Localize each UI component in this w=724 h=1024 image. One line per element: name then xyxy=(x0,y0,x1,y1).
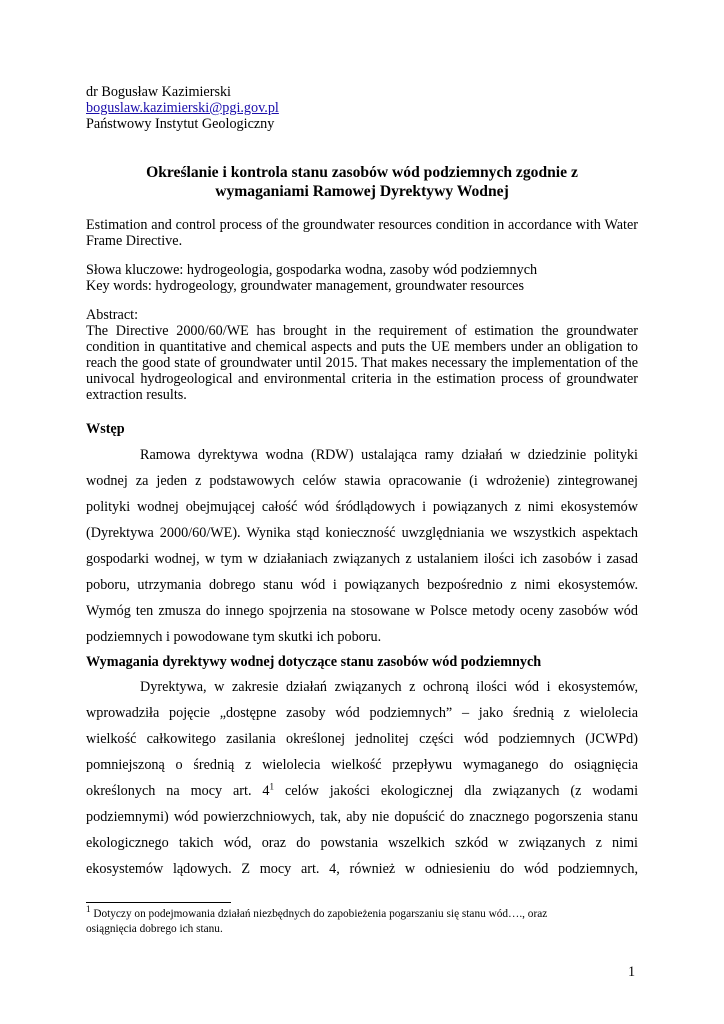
keywords-en: Key words: hydrogeology, groundwater management, groundwater resources xyxy=(86,278,524,294)
body-line: polityki wodnej obejmującej całość wód śródlądowych i powiązanych z nimi ekosystemów xyxy=(86,499,638,515)
body-line: Ramowa dyrektywa wodna (RDW) ustalająca ramy działań w dziedzinie polityki xyxy=(140,447,638,463)
section-wstep-text xyxy=(86,442,638,650)
footnote xyxy=(86,904,646,937)
footnote-line-1: Dotyczy on podejmowania działań niezbędnych do zapobieżenia pogarszaniu się stanu wód…., oraz xyxy=(90,908,548,920)
footnote-reference[interactable]: 1 xyxy=(269,781,275,792)
body-line: ekologicznego takich wód, oraz do powstania wszelkich szkód w związanych z nimi xyxy=(86,835,638,851)
body-line: wielkość całkowitego zasilania określonej jednolitej części wód podziemnych (JCWPd) xyxy=(86,731,638,747)
body-line: wodnej za jeden z podstawowych celów stawia opracowanie (i wdrożenie) zintegrowanej xyxy=(86,473,638,489)
body-line: podziemnych i powodowane tym skutki ich poboru. xyxy=(86,629,382,645)
abstract-text: The Directive 2000/60/WE has brought in the requirement of estimation the groundwater condition in quantitative and chemical aspects and puts the UE members under an obligation to reach the good state of groundwater until 2015. That makes necessary the implementation of the univocal hydrogeological and environmental criteria in the estimation process of groundwater extraction results. xyxy=(86,323,638,403)
title-line-1: Określanie i kontrola stanu zasobów wód podziemnych zgodnie z xyxy=(146,164,578,181)
section-heading-wymagania: Wymagania dyrektywy wodnej dotyczące stanu zasobów wód podziemnych xyxy=(86,654,542,670)
body-line: Dyrektywa, w zakresie działań związanych z ochroną ilości wód i ekosystemów, xyxy=(140,679,638,695)
body-line: podziemnymi) wód powierzchniowych, tak, aby nie dopuścić do znacznego pogorszenia stanu xyxy=(86,809,638,825)
author-block xyxy=(86,84,638,132)
body-line: (Dyrektywa 2000/60/WE). Wynika stąd konieczność uwzględniania we wszystkich aspektach xyxy=(86,525,638,541)
author-name: dr Bogusław Kazimierski xyxy=(86,84,231,100)
section-wymagania-text xyxy=(86,674,638,882)
body-line-part: określonych na mocy art. 4 xyxy=(86,783,270,799)
keywords-pl: Słowa kluczowe: hydrogeologia, gospodarka wodna, zasoby wód podziemnych xyxy=(86,262,538,278)
paper-title xyxy=(86,163,638,201)
keywords-block xyxy=(86,262,638,294)
body-line: gospodarki wodnej, w tym w działaniach związanych z ustalaniem ilości ich zasobów i zasad xyxy=(86,551,638,567)
document-page xyxy=(86,84,638,882)
section-heading-wstep: Wstęp xyxy=(86,421,125,437)
abstract-block xyxy=(86,307,638,403)
body-line: Wymóg ten zmusza do innego spojrzenia na stosowane w Polsce metody oceny zasobów wód xyxy=(86,603,638,619)
body-line: wprowadziła pojęcie „dostępne zasoby wód podziemnych” – jako średnią z wielolecia xyxy=(86,705,638,721)
title-line-2: wymaganiami Ramowej Dyrektywy Wodnej xyxy=(215,183,509,200)
body-line: pomniejszoną o średnią z wielolecia wielkość przepływu wymaganego do osiągnięcia xyxy=(86,757,638,773)
body-line-with-footnote xyxy=(86,778,638,804)
body-line-part: celów jakości ekologicznej dla związanych (z wodami xyxy=(274,783,639,799)
page-number: 1 xyxy=(628,964,636,980)
english-title: Estimation and control process of the groundwater resources condition in accordance with Water Frame Directive. xyxy=(86,217,638,249)
footnote-separator xyxy=(86,902,231,903)
author-institution: Państwowy Instytut Geologiczny xyxy=(86,116,275,132)
footnote-line-2: osiągnięcia dobrego ich stanu. xyxy=(86,923,223,935)
body-line: poboru, utrzymania dobrego stanu wód i powiązanych bezpośrednio z nimi ekosystemów. xyxy=(86,577,638,593)
author-email-link[interactable]: boguslaw.kazimierski@pgi.gov.pl xyxy=(86,100,279,116)
abstract-label: Abstract: xyxy=(86,307,139,323)
body-line: ekosystemów lądowych. Z mocy art. 4, również w odniesieniu do wód podziemnych, xyxy=(86,861,638,877)
footnote-marker: 1 xyxy=(86,904,91,915)
